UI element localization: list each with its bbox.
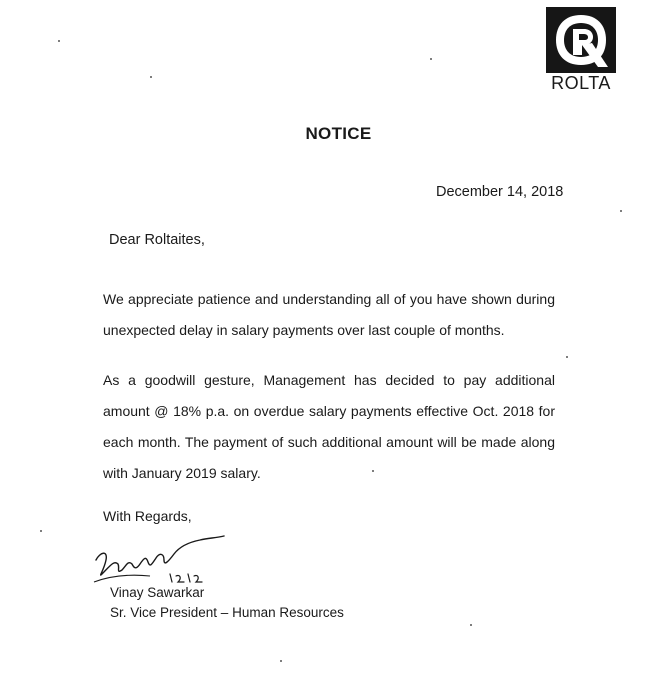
logo-wordmark: ROLTA <box>551 73 611 93</box>
notice-date: December 14, 2018 <box>436 184 564 200</box>
signatory-name: Vinay Sawarkar <box>110 585 205 600</box>
scan-speck <box>150 76 152 78</box>
scan-speck <box>280 660 282 662</box>
handwritten-signature-icon <box>90 530 240 590</box>
salutation: Dear Roltaites, <box>109 232 205 248</box>
scan-speck <box>470 624 472 626</box>
company-logo <box>543 7 619 93</box>
signatory-title: Sr. Vice President – Human Resources <box>110 605 344 620</box>
closing-regards: With Regards, <box>103 508 192 524</box>
scan-speck <box>620 210 622 212</box>
scan-speck <box>40 530 42 532</box>
paragraph-goodwill: As a goodwill gesture, Management has decided to pay additional amount @ 18% p.a. on overdue salary payments effective Oct. 2018 for each month. The payment of such additional amount will be made along with January 2019 salary. <box>103 372 555 481</box>
scan-speck <box>566 356 568 358</box>
notice-title: NOTICE <box>305 124 372 143</box>
scan-speck <box>430 58 432 60</box>
paragraph-appreciation: We appreciate patience and understanding all of you have shown during unexpected delay in salary payments over last couple of months. <box>103 291 555 338</box>
scan-speck <box>372 470 374 472</box>
scan-speck <box>58 40 60 42</box>
rolta-r-logo-icon <box>546 7 616 73</box>
